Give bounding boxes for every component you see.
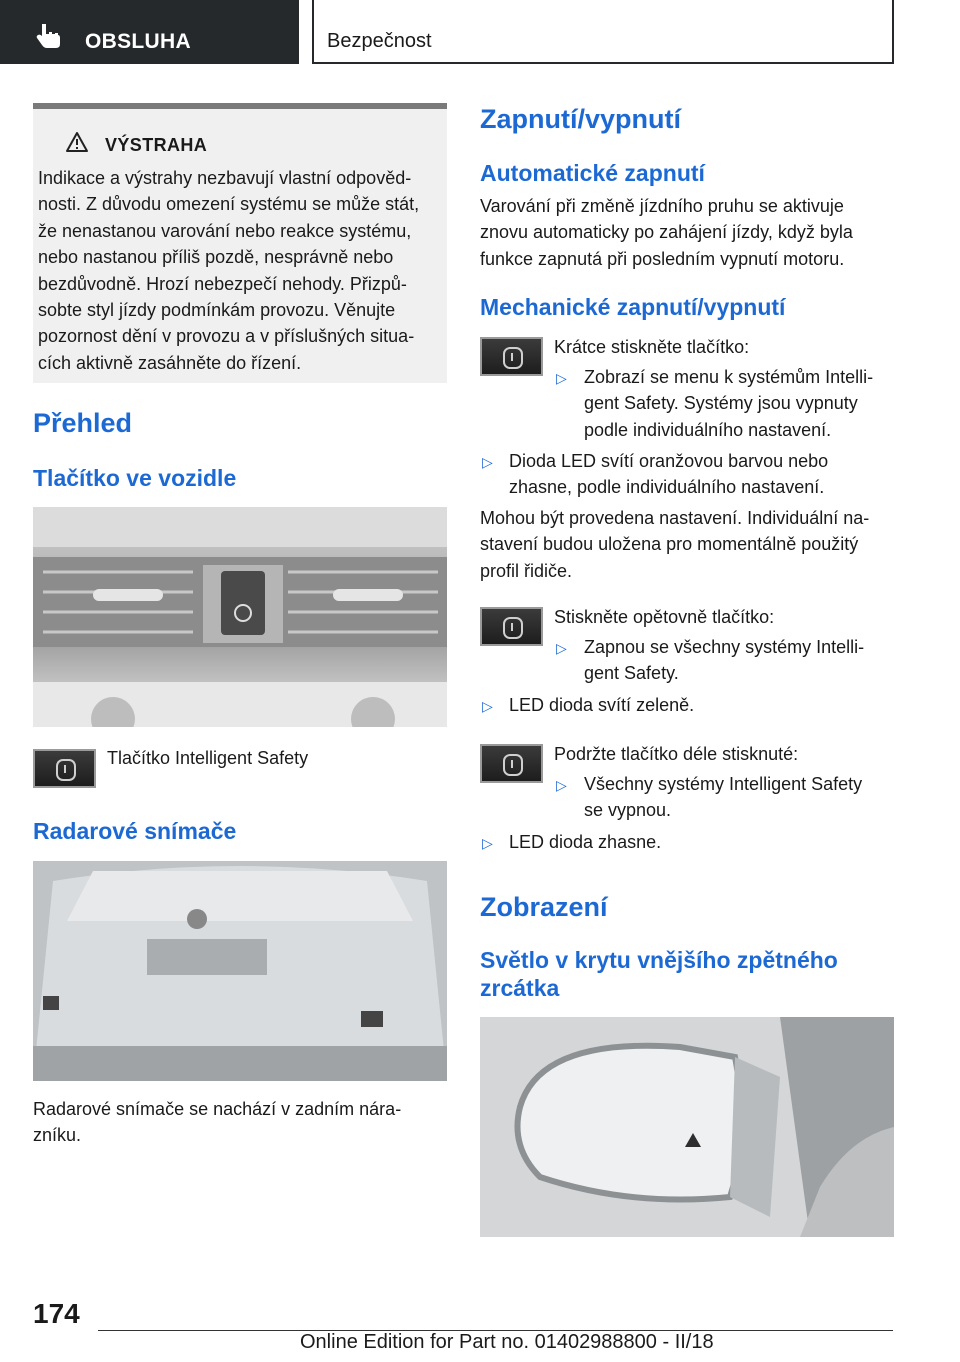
bullet-triangle-icon: ▷ [482, 835, 493, 851]
edition-text: Online Edition for Part no. 01402988800 - II/18 [300, 1331, 714, 1353]
mech-heading: Mechanické zapnutí/vypnutí [480, 294, 786, 320]
step1-led: Dioda LED svítí oranžovou barvou nebo zhasne, podle individuálního nastavení. [509, 451, 829, 498]
step3-text: Podržte tlačítko déle stisknuté: [554, 744, 799, 764]
page-number: 174 [33, 1298, 80, 1329]
bullet-triangle-icon: ▷ [482, 698, 493, 714]
bullet-triangle-icon: ▷ [482, 454, 493, 470]
hand-pointer-icon [36, 22, 64, 48]
bullet-triangle-icon: ▷ [556, 777, 567, 793]
mirror-photo [480, 1017, 894, 1237]
step3-sub: Všechny systémy Intelligent Safety se vypnou. [584, 774, 863, 821]
button-caption: Tlačítko Intelligent Safety [107, 748, 309, 768]
step2-text: Stiskněte opětovně tlačítko: [554, 607, 775, 627]
radar-text: Radarové snímače se nachází v zadním nára‐ zníku. [33, 1099, 402, 1146]
warning-triangle-icon [65, 131, 89, 153]
onoff-heading: Zapnutí/vypnutí [480, 104, 681, 134]
warning-text: Indikace a výstrahy nezbavují vlastní odpověd‐ nosti. Z důvodu omezení systému se může stát, že nenastanou varování nebo reakce systému, nebo nastanou příliš pozdě, nesprávně nebo bezdůvodně. Hrozí nebezpečí nehody. Přizpů‐ sobte styl jízdy podmínkám provozu. Věnujte pozornost dění v provozu a v příslušných situa‐ cích aktivně zasáhněte do řízení. [38, 168, 420, 373]
step1-sub: Zobrazí se menu k systémům Intelli‐ gent Safety. Systémy jsou vypnuty podle individuálního nastavení. [584, 367, 874, 440]
dashboard-photo [33, 507, 447, 727]
intelligent-safety-button-icon [480, 337, 543, 376]
step2-sub: Zapnou se všechny systémy Intelli‐ gent Safety. [584, 637, 865, 684]
section-label: OBSLUHA [85, 30, 191, 53]
intelligent-safety-button-icon [33, 749, 96, 788]
display-heading: Zobrazení [480, 892, 608, 922]
chapter-label: Bezpečnost [327, 30, 432, 52]
overview-heading: Přehled [33, 408, 133, 438]
warning-title: VÝSTRAHA [105, 135, 208, 155]
step1-text: Krátce stiskněte tlačítko: [554, 337, 750, 357]
step3-led: LED dioda zhasne. [509, 832, 662, 852]
radar-heading: Radarové snímače [33, 818, 237, 844]
intelligent-safety-button-icon [480, 607, 543, 646]
auto-heading: Automatické zapnutí [480, 160, 705, 186]
car-rear-photo [33, 861, 447, 1081]
bullet-triangle-icon: ▷ [556, 640, 567, 656]
step2-led: LED dioda svítí zeleně. [509, 695, 695, 715]
settings-text: Mohou být provedena nastavení. Individuální na‐ stavení budou uložena pro momentálně použitý profil řidiče. [480, 508, 870, 581]
bullet-triangle-icon: ▷ [556, 370, 567, 386]
intelligent-safety-button-icon [480, 744, 543, 783]
chapter-tab [312, 0, 894, 64]
section-tab [0, 0, 299, 64]
light-heading: Světlo v krytu vnějšího zpětného zrcátka [480, 947, 838, 1001]
button-heading: Tlačítko ve vozidle [33, 465, 237, 491]
warning-box [33, 103, 447, 383]
auto-text: Varování při změně jízdního pruhu se aktivuje znovu automaticky po zahájení jízdy, když byla funkce zapnutá při posledním vypnutí motoru. [480, 196, 853, 269]
